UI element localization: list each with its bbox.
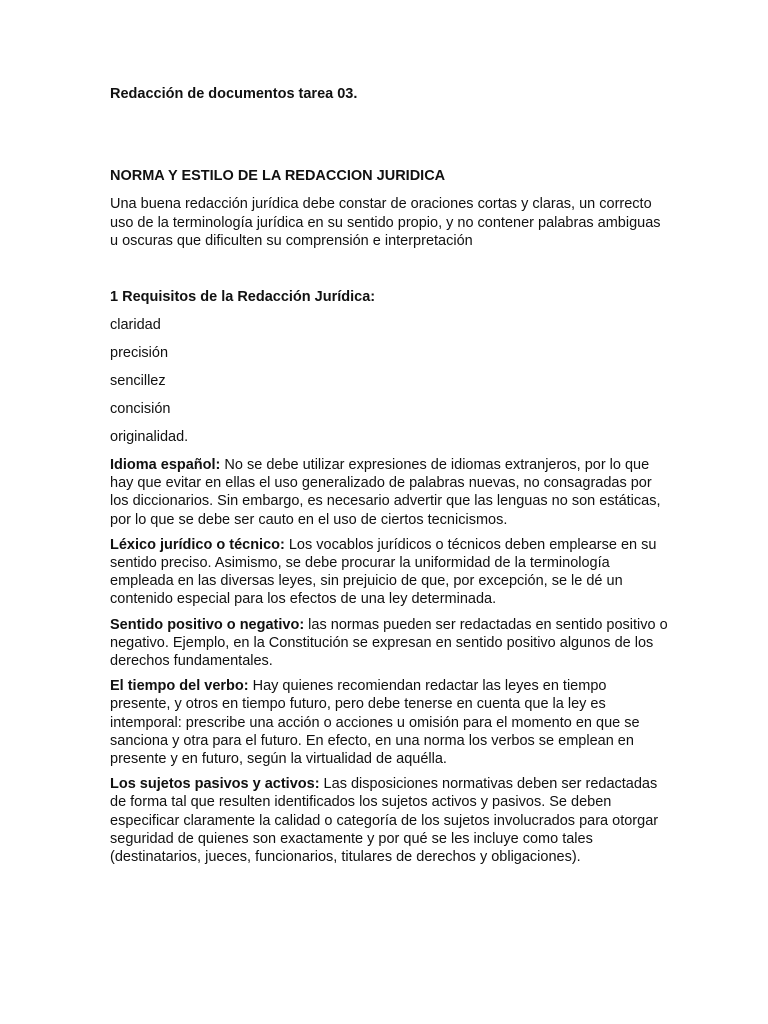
intro-paragraph: Una buena redacción jurídica debe constar de oraciones cortas y claras, un correcto uso de la terminología jurídica en su sentido propio, y no contener palabras ambiguas u oscuras que dificulten su comprensión e interpretación bbox=[110, 196, 661, 249]
body-paragraphs bbox=[110, 456, 670, 873]
paragraph-sentido-positivo bbox=[110, 616, 670, 671]
paragraph-text: Hay quienes recomiendan redactar las leyes en tiempo presente, y otros en tiempo futuro, pero debe tenerse en cuenta que la ley es intemporal: prescribe una acción o acciones u omisión para el momento en que se sanciona y otra para el futuro. En efecto, en una norma los verbos se emplean en presente y en futuro, según la virtualidad de aquélla. bbox=[110, 678, 640, 768]
paragraph-text: No se debe utilizar expresiones de idiomas extranjeros, por lo que hay que evitar en ellas el uso generalizado de palabras nuevas, no consagradas por los diccionarios. Sin embargo, es necesario advertir que las lenguas no son estáticas, por lo que se debe ser cauto en el uso de ciertos tecnicismos. bbox=[110, 457, 661, 528]
paragraph-tiempo-verbo bbox=[110, 677, 670, 768]
paragraph-term: Los sujetos pasivos y activos: bbox=[110, 776, 320, 793]
paragraph-term: Léxico jurídico o técnico: bbox=[110, 536, 285, 553]
requirement-item: sencillez bbox=[110, 373, 166, 389]
requirement-item: originalidad. bbox=[110, 429, 189, 445]
paragraph-idioma-espanol bbox=[110, 456, 670, 529]
paragraph-lexico-juridico bbox=[110, 536, 670, 609]
paragraph-term: Sentido positivo o negativo: bbox=[110, 616, 305, 633]
document-title: Redacción de documentos tarea 03. bbox=[110, 86, 358, 102]
paragraph-term: Idioma español: bbox=[110, 457, 221, 473]
requirement-item: concisión bbox=[110, 401, 171, 417]
requirement-item: precisión bbox=[110, 345, 169, 361]
paragraph-term: El tiempo del verbo: bbox=[110, 678, 249, 695]
requirements-heading: 1 Requisitos de la Redacción Jurídica: bbox=[110, 289, 376, 305]
requirement-item: claridad bbox=[110, 317, 161, 333]
requirements-list bbox=[110, 316, 188, 456]
section-heading: NORMA Y ESTILO DE LA REDACCION JURIDICA bbox=[110, 168, 446, 184]
paragraph-sujetos bbox=[110, 775, 670, 866]
paragraph-text: Las disposiciones normativas deben ser redactadas de forma tal que resulten identificados los sujetos activos y pasivos. Se deben especificar claramente la calidad o categoría de los sujetos involucrados para otorgar seguridad de quienes son exactamente y por qué se les incluye como tales (destinatarios, jueces, funcionarios, titulares de derechos y obligaciones). bbox=[110, 776, 659, 866]
paragraph-text: Los vocablos jurídicos o técnicos deben emplearse en su sentido preciso. Asimismo, se debe procurar la uniformidad de la terminología empleada en las diversas leyes, sin prejuicio de que, por excepción, se le dé un contenido especial para los efectos de una ley determinada. bbox=[110, 536, 657, 608]
paragraph-text: las normas pueden ser redactadas en sentido positivo o negativo. Ejemplo, en la Constitución se expresan en sentido positivo algunos de los derechos fundamentales. bbox=[110, 616, 668, 670]
